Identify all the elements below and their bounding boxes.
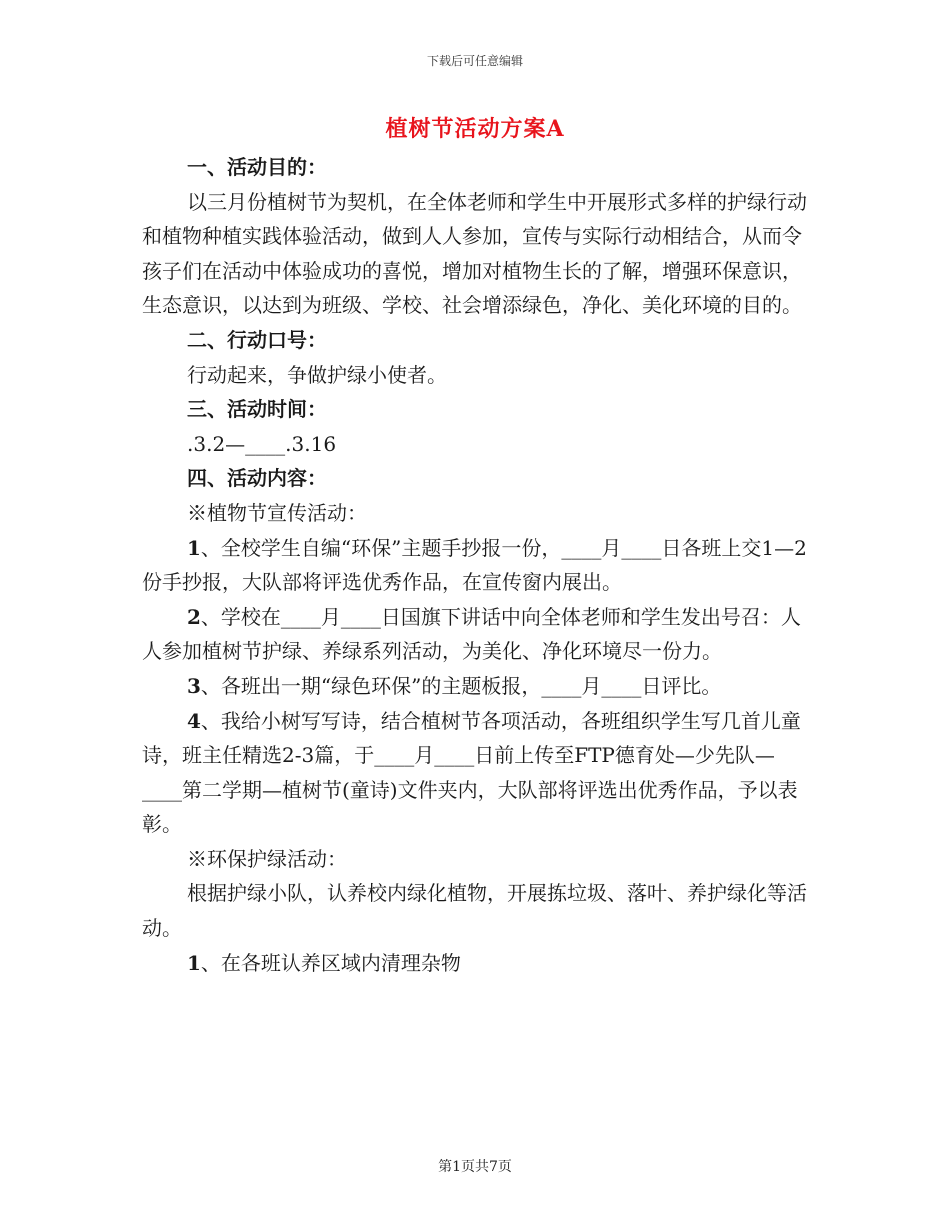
document-title: 植树节活动方案A <box>385 116 565 142</box>
list-item-text: 、我给小树写写诗，结合植树节各项活动，各班组织学生写几首儿童诗，班主任精选2-3篇，于____月____日前上传至FTP德育处—少先队—____第二学期—植树节(童诗)文件夹内，大队部将评选出优秀作品，予以表彰。 <box>142 708 801 837</box>
section-heading-purpose: 一、活动目的： <box>187 155 327 179</box>
subheading-promo: ※植物节宣传活动： <box>187 500 367 525</box>
list-item <box>142 600 810 669</box>
document-body <box>142 150 810 980</box>
section-heading-time: 三、活动时间： <box>187 397 327 422</box>
list-item-number: 2 <box>187 604 201 629</box>
subheading-eco: ※环保护绿活动： <box>187 846 347 871</box>
list-item-number: 1 <box>187 535 201 560</box>
paragraph-eco: 根据护绿小队，认养校内绿化植物，开展拣垃圾、落叶、养护绿化等活动。 <box>142 881 807 941</box>
paragraph-slogan: 行动起来，争做护绿小使者。 <box>187 362 447 387</box>
list-item <box>142 946 810 981</box>
list-item-text: 、学校在____月____日国旗下讲话中向全体老师和学生发出号召：人人参加植树节护绿、养绿系列活动，为美化、净化环境尽一份力。 <box>142 604 801 664</box>
list-item-text: 、全校学生自编“环保”主题手抄报一份，____月____日各班上交1—2份手抄报，大队部将评选优秀作品，在宣传窗内展出。 <box>142 535 807 595</box>
list-item-number: 1 <box>187 950 201 975</box>
header-note: 下载后可任意编辑 <box>426 54 523 68</box>
list-item-text: 、在各班认养区域内清理杂物 <box>200 950 461 975</box>
list-item <box>142 704 810 842</box>
section-heading-slogan: 二、行动口号： <box>187 327 327 352</box>
list-item <box>142 531 810 600</box>
list-item-text: 、各班出一期“绿色环保”的主题板报，____月____日评比。 <box>200 673 722 698</box>
page-footer: 第1页共7页 <box>438 1159 512 1175</box>
list-item-number: 3 <box>187 673 201 698</box>
paragraph-purpose: 以三月份植树节为契机，在全体老师和学生中开展形式多样的护绿行动和植物种植实践体验活动，做到人人参加，宣传与实际行动相结合，从而令孩子们在活动中体验成功的喜悦，增加对植物生长的了解，增强环保意识，生态意识，以达到为班级、学校、社会增添绿色，净化、美化环境的目的。 <box>142 189 807 318</box>
section-heading-content: 四、活动内容： <box>187 466 327 491</box>
list-item-number: 4 <box>187 708 201 733</box>
list-item <box>142 669 810 704</box>
paragraph-time: .3.2—____.3.16 <box>187 431 337 456</box>
